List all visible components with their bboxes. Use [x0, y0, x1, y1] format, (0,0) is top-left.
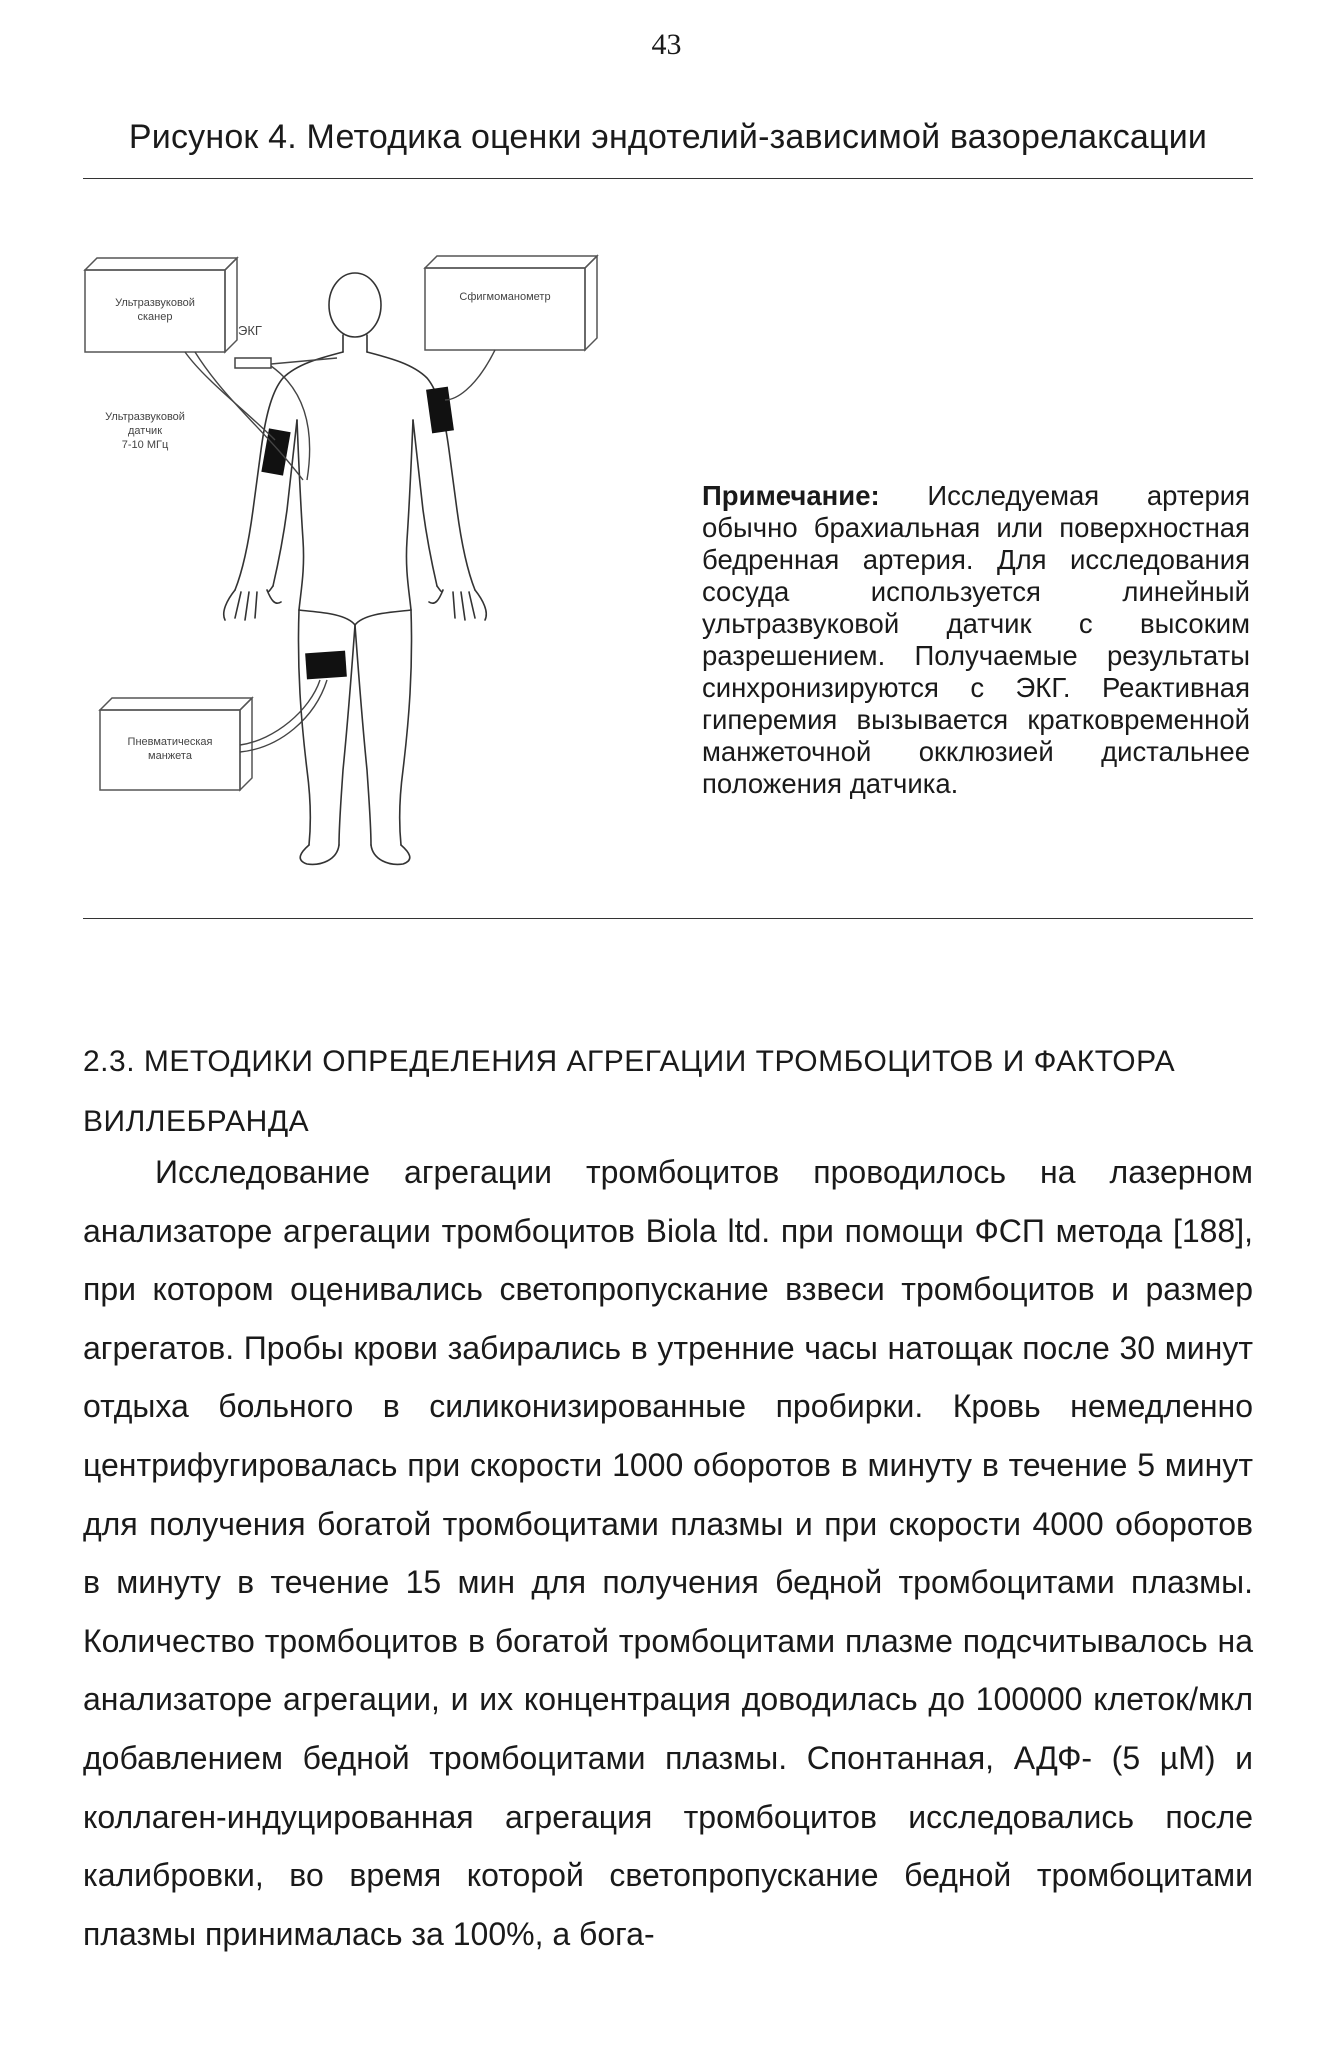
probe-label-line1: Ультразвуковой — [105, 411, 185, 423]
cuff-label-line1: Пневматическая — [127, 736, 213, 748]
page-number: 43 — [651, 28, 682, 61]
left-arm-cuff — [426, 387, 454, 434]
pneumatic-cuff-box — [100, 698, 252, 790]
figure-note — [702, 480, 1250, 800]
thigh-cuff — [305, 651, 347, 680]
sphygmomanometer-box — [425, 256, 597, 350]
ecg-label: ЭКГ — [238, 323, 262, 338]
section-heading: 2.3. МЕТОДИКИ ОПРЕДЕЛЕНИЯ АГРЕГАЦИИ ТРОМБОЦИТОВ И ФАКТОРА ВИЛЛЕБРАНДА — [83, 1045, 1176, 1138]
scanner-label-line1: Ультразвуковой — [115, 297, 195, 309]
probe-label-line2: датчик — [127, 425, 163, 437]
human-body-outline — [224, 273, 487, 864]
sphygmomanometer-label: Сфигмоманометр — [459, 291, 551, 303]
probe-label-line3: 7-10 МГц — [121, 439, 169, 451]
top-divider — [83, 178, 1253, 179]
ecg-device — [235, 358, 271, 368]
note-text: Исследуемая артерия обычно брахиальная или поверхностная бедренная артерия. Для исследования сосуда используется линейный ультразвуковой датчик с высоким разрешением. Получаемые результаты синхронизируются с ЭКГ. Реактивная гиперемия вызывается кратковременной манжеточной окклюзией дистальнее положения датчика. — [702, 480, 1250, 799]
scanner-label-line2: сканер — [137, 311, 173, 323]
body-paragraph: Исследование агрегации тромбоцитов проводилось на лазерном анализаторе агрегации тромбоцитов Biola ltd. при помощи ФСП метода [188], при котором оценивались светопропускание взвеси тромбоцитов и размер агрегатов. Пробы крови забирались в утренние часы натощак после 30 минут отдыха больного в силиконизированные пробирки. Кровь немедленно центрифугировалась при скорости 1000 оборотов в минуту в течение 5 минут для получения богатой тромбоцитами плазмы и при скорости 4000 оборотов в минуту в течение 15 мин для получения бедной тромбоцитами плазмы. Количество тромбоцитов в богатой тромбоцитами плазме подсчитывалось на анализаторе агрегации, и их концентрация доводилась до 100000 клеток/мкл добавлением бедной тромбоцитами плазмы. Спонтанная, АДФ- (5 µМ) и коллаген-индуцированная агрегация тромбоцитов исследовались после калибровки, во время которой светопропускание бедной тромбоцитами плазмы принималась за 100%, а бога- — [83, 1154, 1253, 1952]
endothelium-method-figure — [75, 240, 635, 870]
cuff-label-line2: манжета — [148, 750, 192, 762]
bottom-divider — [83, 918, 1253, 919]
note-label: Примечание: — [702, 480, 880, 511]
figure-caption: Рисунок 4. Методика оценки эндотелий-зависимой вазорелаксации — [128, 118, 1208, 156]
ultrasound-scanner-box — [85, 258, 237, 352]
